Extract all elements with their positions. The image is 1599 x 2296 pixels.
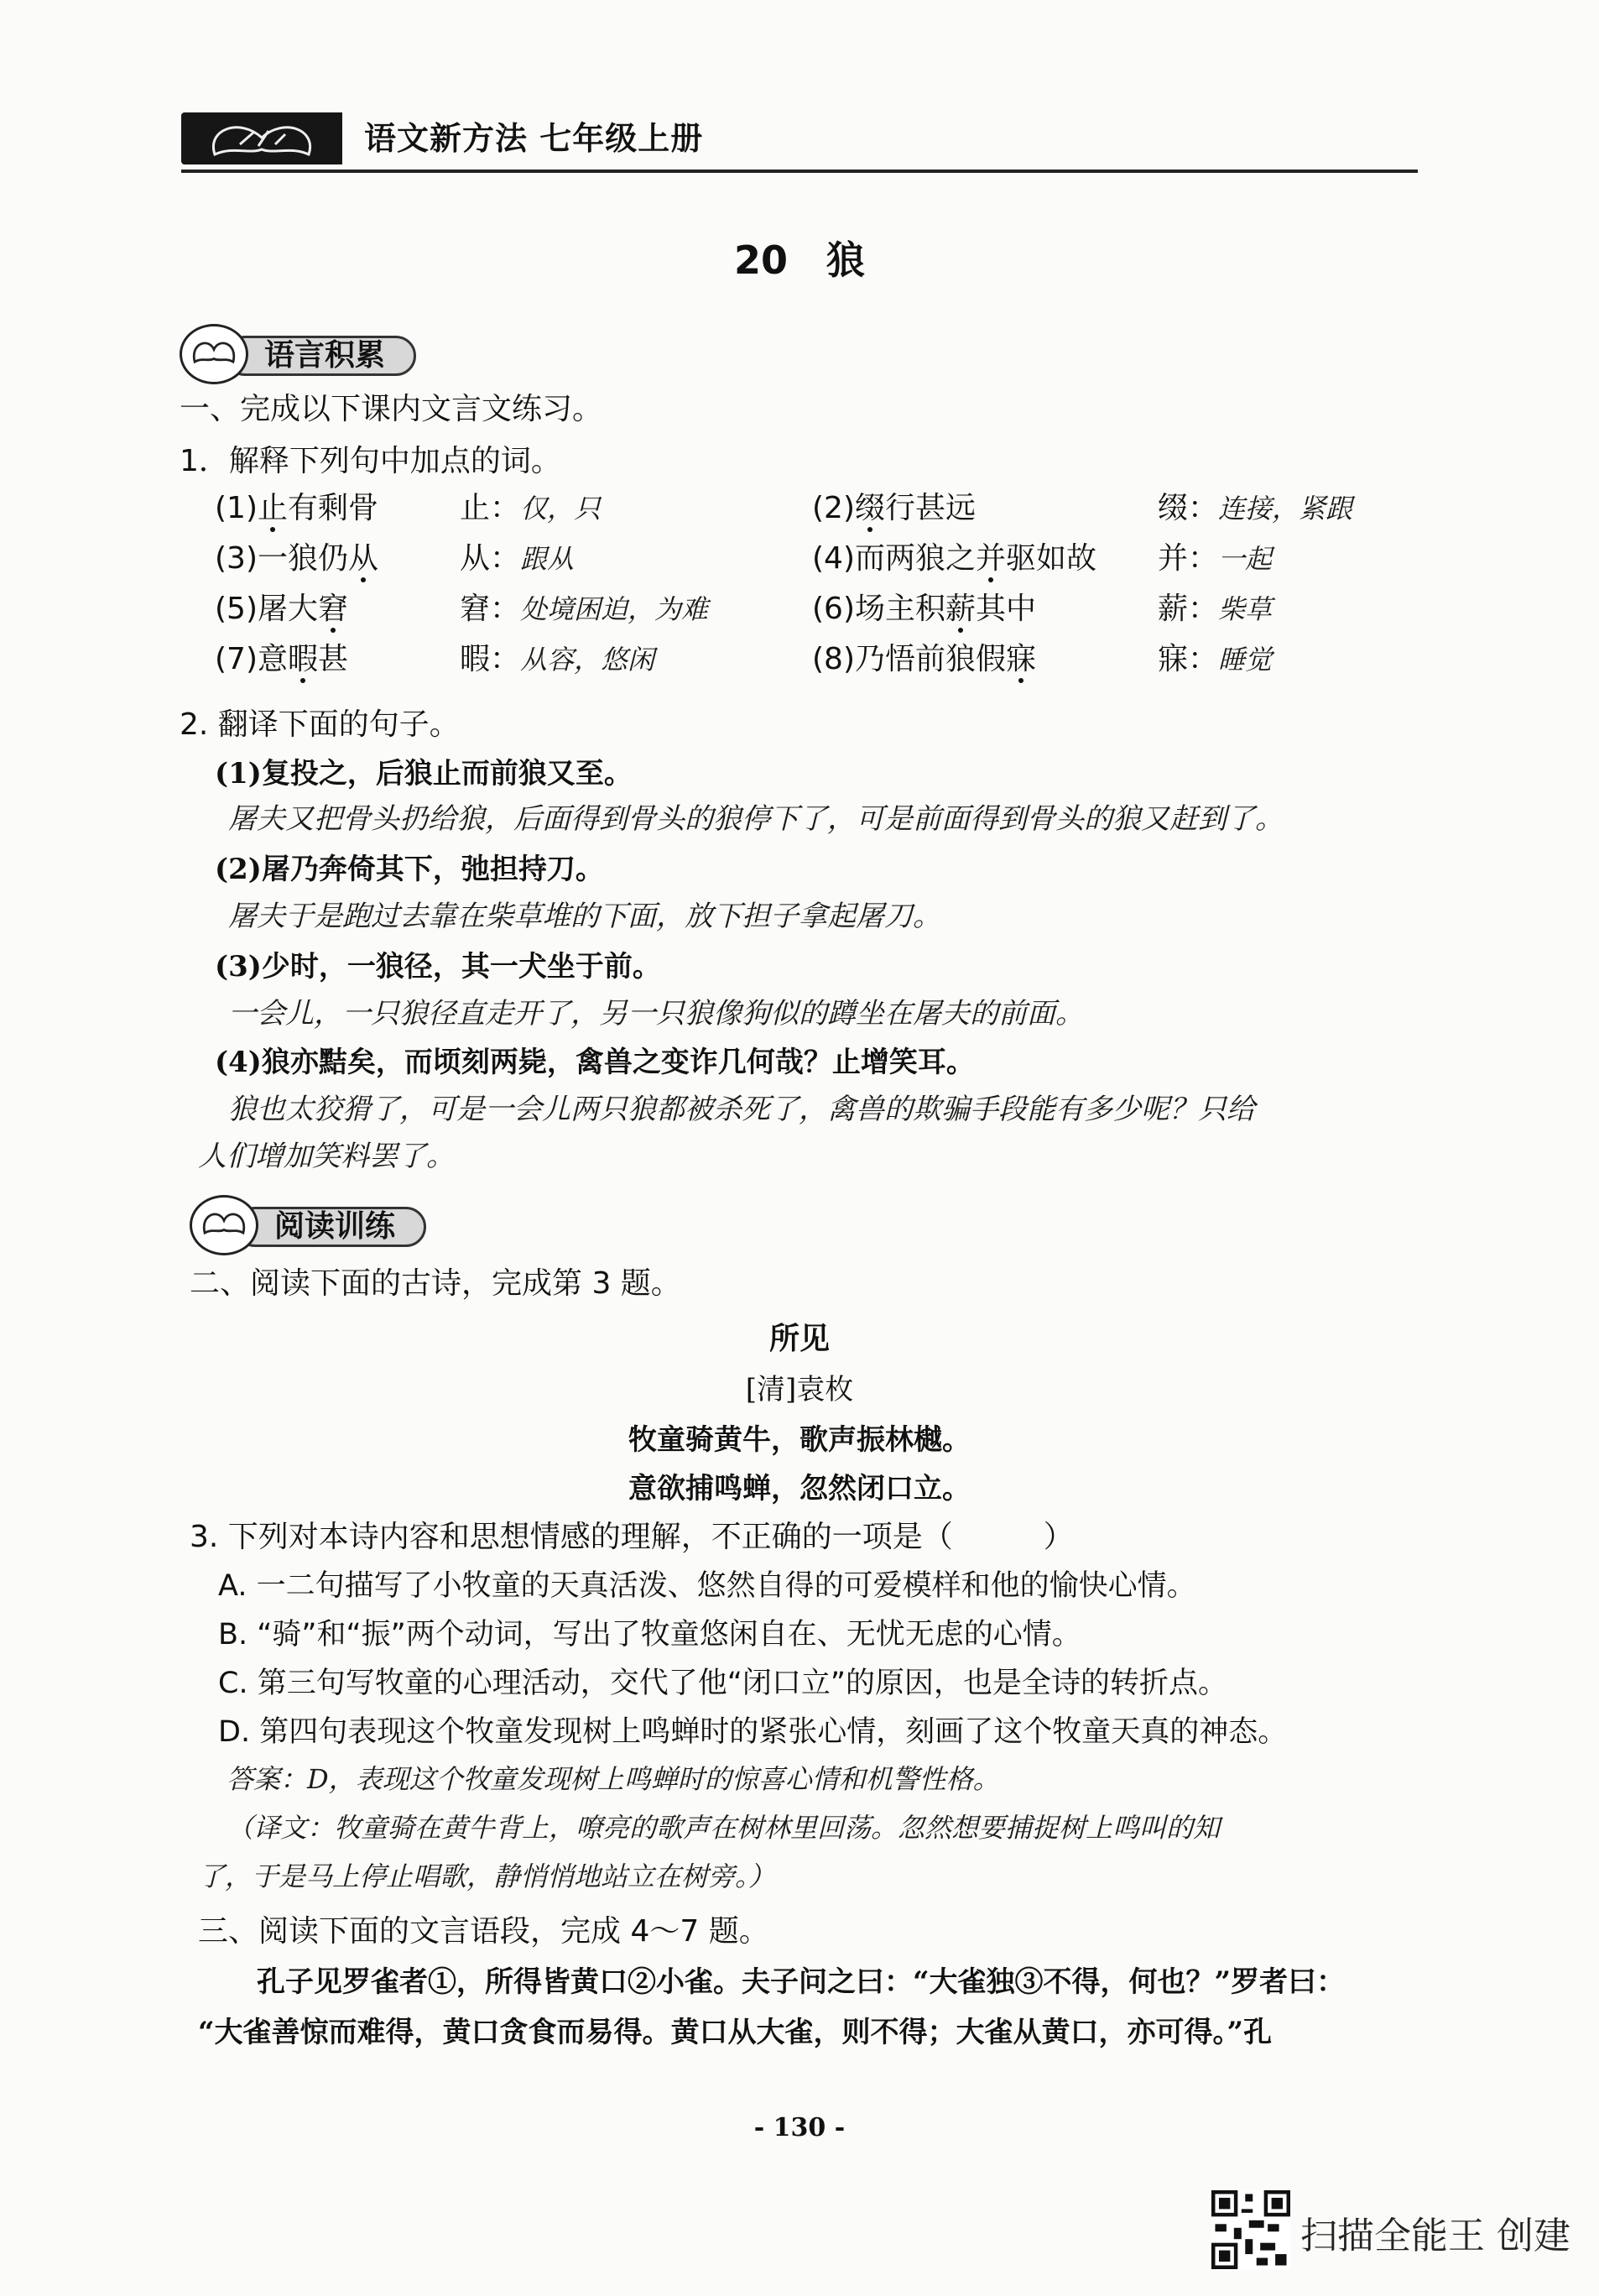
q1-item-6-answer: 薪：柴草 — [1158, 592, 1273, 626]
q1-item-8-answer: 寐：睡觉 — [1158, 642, 1273, 676]
dotted-character: 薪 — [945, 592, 977, 626]
q2-item-4-answer-line2: 人们增加笑料罢了。 — [198, 1140, 455, 1173]
q1-item-2-phrase: (2)缀行甚远 — [812, 491, 977, 525]
q3-translation-line1: （译文：牧童骑在黄牛背上，嘹亮的歌声在树林里回荡。忽然想要捕捉树上鸣叫的知 — [227, 1812, 1221, 1844]
dotted-character: 暇 — [288, 642, 319, 676]
part3-heading: 三、阅读下面的文言语段，完成 4～7 题。 — [198, 1914, 769, 1949]
poem-line-1: 牧童骑黄牛，歌声振林樾。 — [628, 1423, 971, 1457]
section-badge-label: 语言积累 — [225, 336, 416, 376]
q1-heading: 1．解释下列句中加点的词。 — [180, 444, 561, 478]
butterfly-logo-icon — [181, 112, 342, 164]
q2-item-3-question: (3)少时，一狼径，其一犬坐于前。 — [215, 950, 661, 984]
q2-item-2-question: (2)屠乃奔倚其下，弛担持刀。 — [215, 853, 604, 886]
section-badge-label: 阅读训练 — [235, 1207, 426, 1247]
passage-line-2: “大雀善惊而难得，黄口贪食而易得。黄口从大雀，则不得；大雀从黄口，亦可得。”孔 — [198, 2016, 1273, 2049]
lesson-title: 20 狼 — [733, 237, 866, 283]
q1-item-8-phrase: (8)乃悟前狼假寐 — [812, 642, 1037, 676]
dotted-character: 缀 — [855, 491, 886, 525]
q3-translation-line2: 了，于是马上停止唱歌，静悄悄地站立在树旁。） — [198, 1860, 776, 1892]
scanner-watermark: 扫描全能王 创建 — [1300, 2215, 1570, 2257]
q1-item-4-answer: 并：一起 — [1158, 541, 1273, 576]
poem-author: [清]袁枚 — [745, 1373, 854, 1406]
header-title: 语文新方法 七年级上册 — [364, 120, 704, 157]
q3-option-d: D. 第四句表现这个牧童发现树上鸣蝉时的紧张心情，刻画了这个牧童天真的神态。 — [218, 1715, 1288, 1749]
q1-item-1-answer: 止：仅，只 — [460, 491, 602, 525]
poem-title: 所见 — [768, 1322, 830, 1356]
q1-item-7-answer: 暇：从容，悠闲 — [460, 642, 655, 676]
q3-answer: 答案：D，表现这个牧童发现树上鸣蝉时的惊喜心情和机警性格。 — [227, 1763, 1000, 1795]
q2-item-2-answer: 屠夫于是跑过去靠在柴草堆的下面，放下担子拿起屠刀。 — [228, 900, 941, 933]
q3-option-c: C. 第三句写牧童的心理活动，交代了他“闭口立”的原因，也是全诗的转折点。 — [218, 1667, 1227, 1700]
q1-item-6-phrase: (6)场主积薪其中 — [812, 592, 1037, 626]
dotted-character: 从 — [348, 541, 379, 576]
passage-line-1: 孔子见罗雀者①，所得皆黄口②小雀。夫子问之曰：“大雀独③不得，何也？”罗者曰： — [257, 1965, 1346, 1999]
q3-stem: 3. 下列对本诗内容和思想情感的理解，不正确的一项是（ ） — [190, 1520, 1074, 1554]
dotted-character: 并 — [976, 541, 1007, 576]
butterfly-emblem-icon — [180, 324, 248, 384]
qr-code-icon — [1211, 2190, 1290, 2269]
q1-item-5-phrase: (5)屠大窘 — [215, 592, 349, 626]
header-logo — [181, 112, 342, 164]
q1-item-2-answer: 缀：连接，紧跟 — [1158, 491, 1353, 525]
dotted-character: 窘 — [318, 592, 349, 626]
q3-option-b: B. “骑”和“振”两个动词，写出了牧童悠闲自在、无忧无虑的心情。 — [218, 1618, 1081, 1652]
butterfly-emblem-icon — [190, 1195, 258, 1255]
q1-item-3-answer: 从：跟从 — [460, 541, 575, 576]
q1-item-7-phrase: (7)意暇甚 — [215, 642, 349, 676]
q1-item-3-phrase: (3)一狼仍从 — [215, 541, 379, 576]
q1-item-1-phrase: (1)止有剩骨 — [215, 491, 379, 525]
q1-item-4-phrase: (4)而两狼之并驱如故 — [812, 541, 1097, 576]
page-number: - 130 - — [753, 2113, 846, 2142]
q2-item-4-answer-line1: 狼也太狡猾了，可是一会儿两只狼都被杀死了，禽兽的欺骗手段能有多少呢？只给 — [228, 1093, 1255, 1126]
part1-heading: 一、完成以下课内文言文练习。 — [180, 392, 603, 426]
q2-heading: 2. 翻译下面的句子。 — [180, 707, 460, 742]
q1-item-5-answer: 窘：处境困迫，为难 — [460, 592, 709, 626]
dotted-character: 寐 — [1006, 642, 1037, 676]
q2-item-4-question: (4)狼亦黠矣，而顷刻两毙，禽兽之变诈几何哉？止增笑耳。 — [215, 1046, 975, 1079]
q2-item-1-question: (1)复投之，后狼止而前狼又至。 — [215, 757, 633, 791]
q2-item-3-answer: 一会儿，一只狼径直走开了，另一只狼像狗似的蹲坐在屠夫的前面。 — [228, 997, 1084, 1031]
q2-item-1-answer: 屠夫又把骨头扔给狼，后面得到骨头的狼停下了，可是前面得到骨头的狼又赶到了。 — [228, 802, 1284, 836]
poem-line-2: 意欲捕鸣蝉，忽然闭口立。 — [628, 1472, 971, 1505]
header-divider — [181, 170, 1418, 173]
q3-option-a: A. 一二句描写了小牧童的天真活泼、悠然自得的可爱模样和他的愉快心情。 — [218, 1569, 1196, 1603]
dotted-character: 止 — [258, 491, 289, 525]
part2-heading: 二、阅读下面的古诗，完成第 3 题。 — [190, 1266, 681, 1301]
